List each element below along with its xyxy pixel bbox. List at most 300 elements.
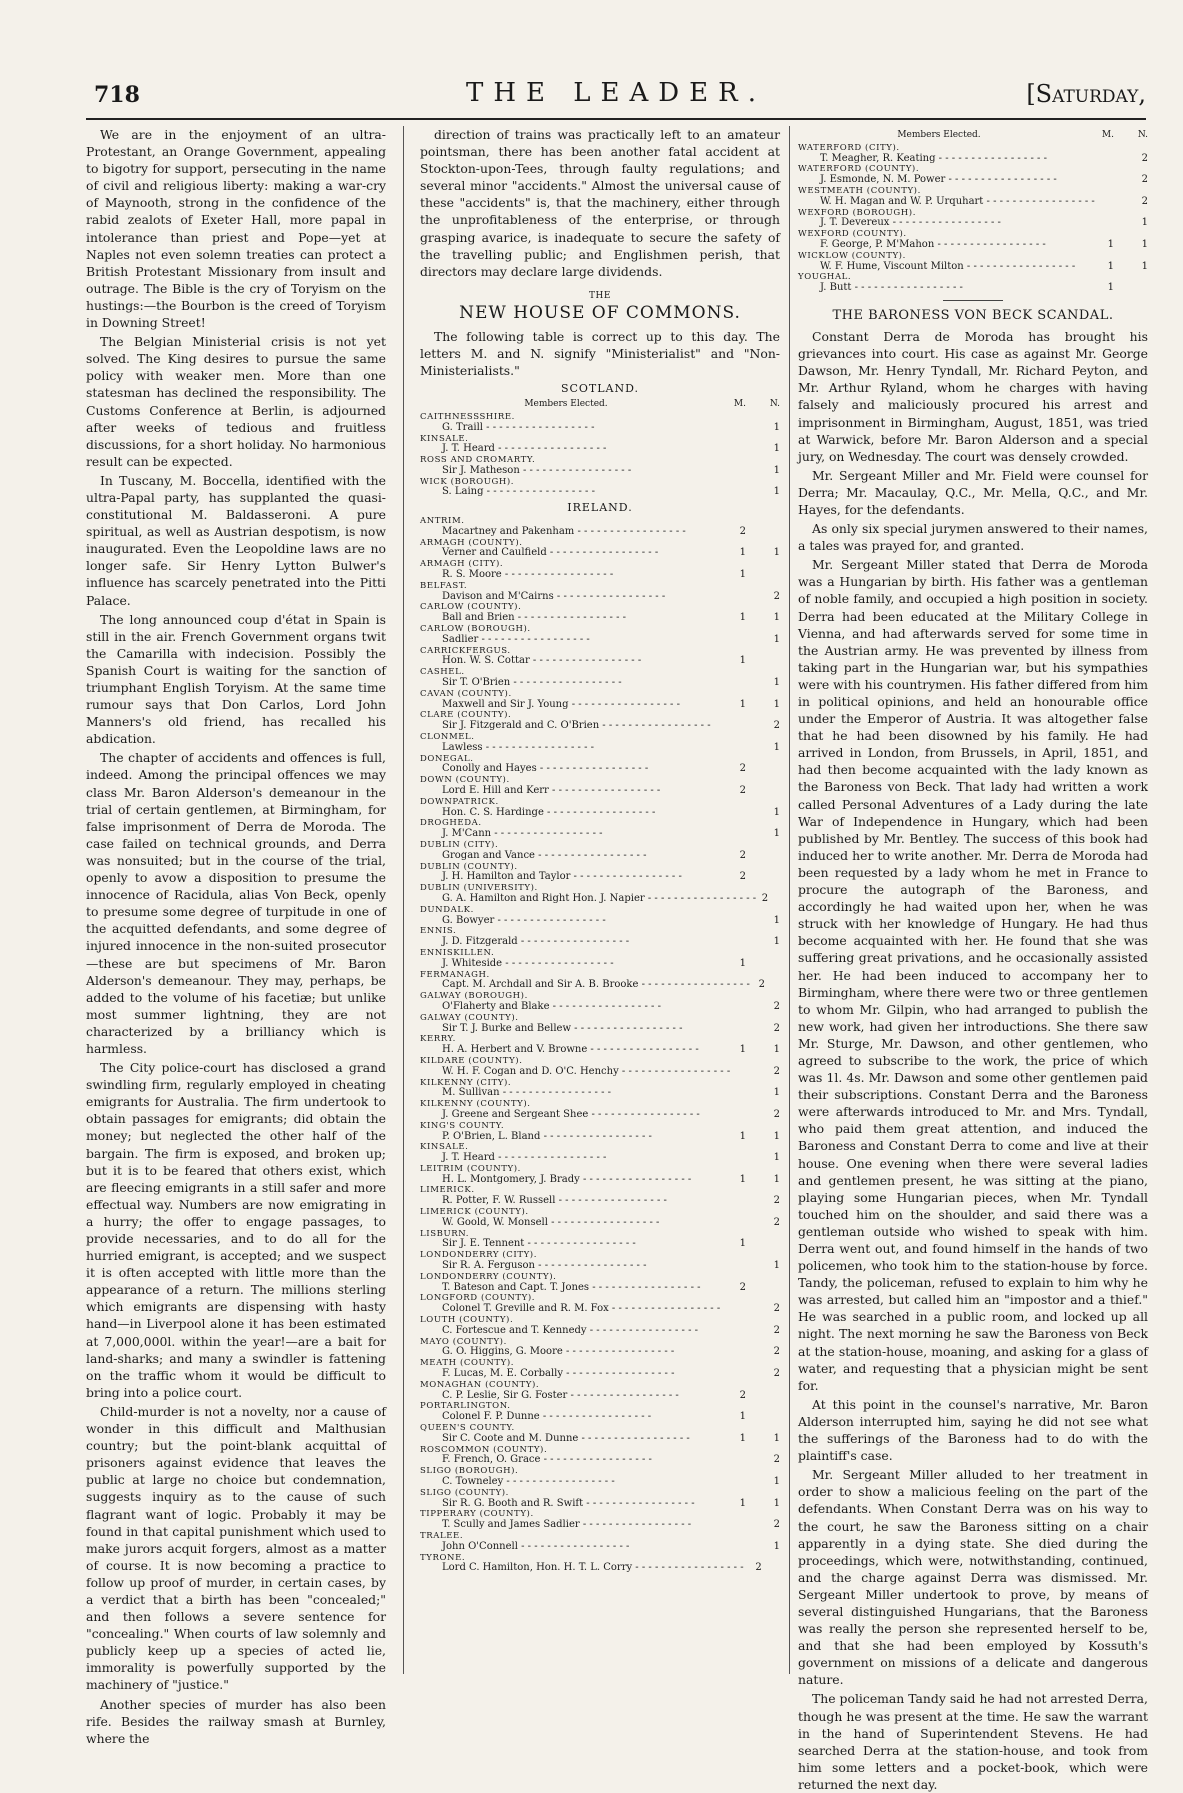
member-row <box>798 262 1148 273</box>
member-names: Davison and M'Cairns - - - - - - - - - - - - - - - - - <box>442 590 666 602</box>
ministerialist-count: 1 <box>739 1044 746 1056</box>
ministerialist-count <box>712 592 746 603</box>
non-ministerialist-count <box>746 1412 780 1423</box>
member-row <box>420 1563 780 1574</box>
constituency-name: LOUTH (COUNTY). <box>420 1315 514 1326</box>
member-row <box>420 786 780 797</box>
non-ministerialist-count: 2 <box>773 1065 780 1077</box>
constituency-name: CLONMEL. <box>420 732 475 743</box>
constituency-name: MONAGHAN (COUNTY). <box>420 1379 540 1390</box>
non-ministerialist-count: 2 <box>773 1216 780 1228</box>
constituency-name: DOWN (COUNTY). <box>420 775 510 786</box>
member-row <box>798 240 1148 251</box>
ministerialist-count <box>712 1542 746 1553</box>
non-ministerialist-count: 1 <box>773 1152 780 1164</box>
member-row <box>420 1391 780 1402</box>
ministerialist-count <box>712 444 746 455</box>
constituency-name: WICK (BOROUGH). <box>420 476 515 487</box>
member-names: J. Esmonde, N. M. Power - - - - - - - - - - - - - - - - - <box>820 174 1057 186</box>
section-ireland: IRELAND. <box>567 501 633 515</box>
paragraph: The City police-court has disclosed a grand swindling firm, regularly employed in cheating emigrants for Australia. The firm undertook to obtain passages for emigrants; did obtain the money; but neglected the other half of the bargain. The firm is exposed, and broken up; but it is to be feared that others exist, which are fleecing emigrants in a still safer and more effectual way. Numbers are now emigrating in a hurry; the offer to engage passages, to provide necessaries, and to do all for the hurried emigrant, is accepted; and we suspect it is often accepted with little more than the appearance of a return. The millions sterling which emigrants are dispensing with hasty hand—in Liverpool alone it has been estimated at 7,000,000l. within the year!—are a bait for land-sharks; and many a swindler is fattening on the traffic whom it would be difficult to bring into a police court. <box>86 1060 386 1400</box>
member-row <box>420 743 780 754</box>
member-names: H. A. Herbert and V. Browne - - - - - - - - - - - - - - - - - <box>442 1044 699 1056</box>
constituency-name: CLARE (COUNTY). <box>420 710 512 721</box>
member-names: H. L. Montgomery, J. Brady - - - - - - - - - - - - - - - - - <box>442 1173 692 1185</box>
constituency-name: CARRICKFERGUS. <box>420 645 511 656</box>
member-names: M. Sullivan - - - - - - - - - - - - - - - - - <box>442 1087 612 1099</box>
ministerialist-count <box>1080 154 1114 165</box>
ministerialist-count <box>1080 175 1114 186</box>
constituency-name: LONDONDERRY (CITY). <box>420 1250 538 1261</box>
member-row <box>420 764 780 775</box>
ministerialist-count: 2 <box>739 785 746 796</box>
member-names: J. D. Fitzgerald - - - - - - - - - - - - - - - - - <box>442 936 630 948</box>
scotland-rows <box>420 412 780 498</box>
table-intro: The following table is correct up to this day. The letters M. and N. signify "Ministerialist" and "Non-Ministerialists." <box>420 329 780 379</box>
divider <box>943 300 1003 301</box>
non-ministerialist-count: 1 <box>773 421 780 433</box>
non-ministerialist-count: 2 <box>1141 174 1148 186</box>
member-names: Sir R. A. Ferguson - - - - - - - - - - - - - - - - - <box>442 1260 647 1272</box>
member-names: R. Potter, F. W. Russell - - - - - - - - - - - - - - - - - <box>442 1195 667 1207</box>
constituency-name: WESTMEATH (COUNTY). <box>798 185 921 196</box>
member-names: W. F. Hume, Viscount Milton - - - - - - - - - - - - - - - - - <box>820 260 1076 272</box>
ministerialist-count: 1 <box>1107 260 1114 272</box>
non-ministerialist-count: 1 <box>773 1087 780 1099</box>
member-names: Sadlier - - - - - - - - - - - - - - - - - <box>442 633 590 645</box>
non-ministerialist-count: 1 <box>773 828 780 840</box>
constituency-name: ARMAGH (COUNTY). <box>420 537 523 548</box>
member-row <box>420 1261 780 1272</box>
member-row <box>420 980 780 991</box>
member-row <box>420 1283 780 1294</box>
member-names: O'Flaherty and Blake - - - - - - - - - - - - - - - - - <box>442 1000 661 1012</box>
member-names: J. Greene and Sergeant Shee - - - - - - - - - - - - - - - - - <box>442 1108 700 1120</box>
member-names: Macartney and Pakenham - - - - - - - - - - - - - - - - - <box>442 525 686 537</box>
member-row <box>420 635 780 646</box>
constituency-name: PORTARLINGTON. <box>420 1401 511 1412</box>
non-ministerialist-count: 2 <box>773 1303 780 1315</box>
member-row <box>420 1412 780 1423</box>
heading-new-house-of-commons: NEW HOUSE OF COMMONS. <box>459 302 741 323</box>
member-names: Hon. W. S. Cottar - - - - - - - - - - - - - - - - - <box>442 655 642 667</box>
paragraph: Mr. Sergeant Miller and Mr. Field were counsel for Derra; Mr. Macaulay, Q.C., Mr. Mella, Q.C., and Mr. Hayes, for the defendants. <box>798 467 1148 517</box>
member-row <box>420 1088 780 1099</box>
constituency-name: GALWAY (BOROUGH). <box>420 991 528 1002</box>
member-names: C. Towneley - - - - - - - - - - - - - - - - - <box>442 1476 615 1487</box>
heading-small: THE <box>589 290 611 301</box>
member-names: Sir R. G. Booth and R. Swift - - - - - - - - - - - - - - - - - <box>442 1497 695 1509</box>
column-2 <box>420 126 780 1674</box>
ministerialist-count: 1 <box>739 1432 746 1444</box>
paragraph: In Tuscany, M. Boccella, identified with the ultra-Papal party, has supplanted the quasi-constitutional M. Baldasseroni. A pure spiritual, as well as Austrian despotism, is now inaugurated. Even the Leopoldine laws are no longer safe. Sir Henry Lytton Bulwer's influence has scarcely penetrated into the Pitti Palace. <box>86 472 386 608</box>
member-row <box>420 1132 780 1143</box>
member-row <box>420 1520 780 1531</box>
non-ministerialist-count: 1 <box>773 677 780 689</box>
member-names: Conolly and Hayes - - - - - - - - - - - - - - - - - <box>442 763 649 775</box>
ministerialist-count: 1 <box>1107 238 1114 250</box>
ministerialist-count <box>730 1067 755 1078</box>
member-row <box>420 1175 780 1186</box>
constituency-name: MAYO (COUNTY). <box>420 1336 507 1347</box>
paragraph: direction of trains was practically left to an amateur pointsman, there has been another fatal accident at Stockton-upon-Tees, through faulty regulations; and several minor "accidents." Almost the universal cause of these "accidents" is, that the machinery, either through the unprofitableness of the enterprise, or through grasping avarice, is inadequate to secure the safety of the travelling public; and Englishmen perish, that directors may declare large dividends. <box>420 127 780 279</box>
paragraph: Child-murder is not a novelty, nor a cause of wonder in this difficult and Malthusian country; but the point-blank acquittal of prisoners against evidence that leaves the public at large no choice but condemnation, suggests inquiry as to the cause of such flagrant want of logic. Probably it may be found in that capital punishment which used to make jurors acquit forgers, almost as a matter of course. It is now becoming a practice to follow up proof of murder, in certain cases, by a verdict that a birth has been "concealed;" and then follows a severe sentence for "concealing." When courts of law solemnly and publicly keep up a species of acted lie, immorality is powerfully supported by the machinery of "justice." <box>86 1403 386 1693</box>
member-names: Capt. M. Archdall and Sir A. B. Brooke - - - - - - - - - - - - - - - - - <box>442 979 750 991</box>
member-names: G. O. Higgins, G. Moore - - - - - - - - - - - - - - - - - <box>442 1346 675 1358</box>
non-ministerialist-count <box>746 1283 780 1294</box>
paragraph: Mr. Sergeant Miller stated that Derra de Moroda was a Hungarian by birth. His father was a gentleman of noble family, and occupied a high position in society. Derra had been educated at the Military College in Vienna, and had afterwards served for some time in the Austrian army. He was prevented by illness from taking part in the Hungarian war, but his sympathies were with his countrymen. His father differed from him in political opinions, and held an honourable office under the Emperor of Austria. It was altogether false that he had been disowned by his family. He had arrived in London, from Brussels, in April, 1851, and had then become acquainted with the lady known as the Baroness von Beck. That lady had written a work called Personal Adventures of a Lady during the late War of Independence in Hungary, which had been published by Mr. Bentley. The success of this book had induced her to write another. Mr. Derra de Moroda had been requested by a lady whom he met in France to procure the autograph of the Baroness, and accordingly he had waited upon her, when he was struck with her knowledge of Hungary. He had thus become acquainted with her. He found that she was suffering great privations, and he occasionally assisted her. He had been induced to accompany her to Birmingham, where there were two or three gentlemen to whom Mr. Gilpin, who had arranged to publish the new work, had given her introductions. She there saw Mr. Sturge, Mr. Dawson, and other gentlemen, who agreed to subscribe to the work, the price of which was 1l. 4s. Mr. Dawson and some other gentlemen paid their subscriptions. Constant Derra and the Baroness were afterwards introduced to Mr. and Mrs. Tyndall, who paid them great attention, and induced the Baroness and Constant Derra to come and live at their house. One evening when there were several ladies and gentlemen present, he was sitting at the piano, playing some Hungarian pieces, when Mr. Tyndall touched him on the shoulder, and said there was a gentleman outside who wished to speak with him. Derra went out, and found himself in the hands of two policemen, who took him to the station-house by force. Tandy, the policeman, refused to explain to him why he was arrested, but called him an "impostor and a thief." He was searched in a public room, and locked up all night. The next morning he saw the Baroness von Beck at the station-house, moaning, and asking for a glass of water, and requesting that a physician might be sent for. <box>798 557 1148 1393</box>
column-rule <box>789 126 790 1674</box>
non-ministerialist-count <box>746 764 780 775</box>
member-names: Sir T. O'Brien - - - - - - - - - - - - - - - - - <box>442 677 622 689</box>
member-row <box>420 466 780 477</box>
ministerialist-count <box>712 808 746 819</box>
constituency-name: DUBLIN (UNIVERSITY). <box>420 883 538 894</box>
constituency-name: KINSALE. <box>420 1142 469 1153</box>
member-names: W. H. F. Cogan and D. O'C. Henchy - - - - - - - - - - - - - - - - - <box>442 1065 731 1077</box>
constituency-name: GALWAY (COUNTY). <box>420 1012 519 1023</box>
non-ministerialist-count <box>746 1239 780 1250</box>
member-names: Lord C. Hamilton, Hon. H. T. L. Corry - - - - - - - - - - - - - - - - - <box>442 1562 744 1574</box>
paragraph: The policeman Tandy said he had not arrested Derra, though he was present at the time. He saw the warrant in the hand of Superintendent Stevens. He had searched Derra at the station-house, and took from him some letters and a pocket-book, which were returned the next day. <box>798 1691 1148 1792</box>
member-row <box>420 1542 780 1553</box>
member-row <box>420 1347 780 1358</box>
column-1 <box>86 126 386 1746</box>
constituency-name: KINSALE. <box>420 433 469 444</box>
newspaper-title: THE LEADER. <box>466 78 766 108</box>
member-row <box>420 1045 780 1056</box>
non-ministerialist-count: 1 <box>773 1497 780 1509</box>
column-3 <box>798 126 1148 1792</box>
constituency-name: CAVAN (COUNTY). <box>420 688 512 699</box>
ministerialist-count <box>712 721 746 732</box>
member-row <box>420 851 780 862</box>
member-names: W. Goold, W. Monsell - - - - - - - - - - - - - - - - - <box>442 1216 660 1228</box>
ministerialist-count: 2 <box>739 1389 746 1401</box>
member-row <box>420 613 780 624</box>
non-ministerialist-count: 2 <box>773 1346 780 1358</box>
page-number: 718 <box>94 82 140 108</box>
paragraph: Another species of murder has also been rife. Besides the railway smash at Burnley, where the <box>86 1696 386 1746</box>
ministerialist-count: 2 <box>739 871 746 883</box>
continued-rows <box>798 143 1148 294</box>
member-row <box>420 423 780 434</box>
constituency-name: CASHEL. <box>420 667 465 678</box>
non-ministerialist-count <box>746 872 780 883</box>
constituency-name: TYRONE. <box>420 1552 466 1563</box>
non-ministerialist-count: 2 <box>773 720 780 732</box>
member-names: W. H. Magan and W. P. Urquhart - - - - - - - - - - - - - - - - - <box>820 195 1095 207</box>
header-m: M. <box>733 399 746 410</box>
header-n: N. <box>769 399 780 410</box>
member-names: Maxwell and Sir J. Young - - - - - - - - - - - - - - - - - <box>442 698 680 710</box>
ministerialist-count <box>712 1326 746 1337</box>
constituency-name: WEXFORD (COUNTY). <box>798 229 907 240</box>
non-ministerialist-count: 1 <box>773 1173 780 1185</box>
header-n: N. <box>1137 130 1148 140</box>
member-row <box>420 1024 780 1035</box>
table-header <box>798 130 1148 141</box>
constituency-name: DUBLIN (COUNTY). <box>420 861 518 872</box>
constituency-name: KILKENNY (COUNTY). <box>420 1099 531 1110</box>
ministerialist-count <box>712 1455 746 1466</box>
paragraph: The long announced coup d'état in Spain is still in the air. French Government organs twit the Camarilla with indecision. Possibly the Spanish Court is waiting for the sanction of triumphant English Toryism. At the same time rumour says that Don Carlos, Lord John Manners's old friend, has recalled his abdication. <box>86 611 386 747</box>
ministerialist-count <box>712 466 746 477</box>
constituency-name: WEXFORD (BOROUGH). <box>798 207 917 218</box>
constituency-name: LIMERICK. <box>420 1185 475 1196</box>
member-names: Sir J. E. Tennent - - - - - - - - - - - - - - - - - <box>442 1238 636 1250</box>
non-ministerialist-count: 2 <box>773 1368 780 1380</box>
non-ministerialist-count <box>765 980 780 991</box>
ministerialist-count <box>712 423 746 434</box>
ministerialist-count: 1 <box>1107 282 1114 294</box>
ministerialist-count: 2 <box>739 1281 746 1293</box>
constituency-name: WATERFORD (CITY). <box>798 142 900 153</box>
member-row <box>798 175 1148 186</box>
member-row <box>420 872 780 883</box>
non-ministerialist-count <box>746 851 780 862</box>
ministerialist-count: 1 <box>739 612 746 624</box>
constituency-name: TRALEE. <box>420 1530 464 1541</box>
ministerialist-count: 1 <box>739 547 746 559</box>
member-row <box>420 1477 780 1488</box>
column-rule <box>403 126 404 1674</box>
non-ministerialist-count: 2 <box>773 1108 780 1120</box>
ministerialist-count <box>712 937 746 948</box>
member-names: G. A. Hamilton and Right Hon. J. Napier - - - - - - - - - - - - - - - - - <box>442 892 757 904</box>
member-row <box>420 487 780 498</box>
member-names: J. M'Cann - - - - - - - - - - - - - - - - - <box>442 828 603 840</box>
member-row <box>420 527 780 538</box>
member-names: Verner and Caulfield - - - - - - - - - - - - - - - - - <box>442 547 659 559</box>
member-names: Colonel F. P. Dunne - - - - - - - - - - - - - - - - - <box>442 1411 652 1423</box>
member-row <box>420 808 780 819</box>
member-row <box>420 916 780 927</box>
ministerialist-count <box>712 678 746 689</box>
ministerialist-count <box>712 635 746 646</box>
member-names: J. Whiteside - - - - - - - - - - - - - - - - - <box>442 957 614 969</box>
paragraph: At this point in the counsel's narrative, Mr. Baron Alderson interrupted him, saying he did not see what the sufferings of the Baroness had to do with the plaintiff's case. <box>798 1396 1148 1464</box>
member-row <box>420 592 780 603</box>
member-row <box>420 1499 780 1510</box>
constituency-name: DUBLIN (CITY). <box>420 839 499 850</box>
non-ministerialist-count: 2 <box>773 1519 780 1531</box>
constituency-name: WICKLOW (COUNTY). <box>798 250 906 261</box>
paragraph: The Belgian Ministerial crisis is not yet solved. The King desires to pursue the same policy with weaker men. More than one statesman has declined the responsibility. The Customs Conference at Berlin, is adjourned after weeks of tedious and fruitless discussions, for a short holiday. No harmonious result can be expected. <box>86 334 386 469</box>
non-ministerialist-count: 1 <box>773 612 780 624</box>
constituency-name: LEITRIM (COUNTY). <box>420 1163 521 1174</box>
ministerialist-count: 1 <box>739 1238 746 1250</box>
member-row <box>420 656 780 667</box>
member-names: S. Laing - - - - - - - - - - - - - - - - - <box>442 486 595 498</box>
constituency-name: FERMANAGH. <box>420 969 490 980</box>
non-ministerialist-count: 1 <box>773 1260 780 1272</box>
member-names: T. Bateson and Capt. T. Jones - - - - - - - - - - - - - - - - - <box>442 1281 701 1293</box>
paragraph: The chapter of accidents and offences is full, indeed. Among the principal offences we may class Mr. Baron Alderson's demeanour in the trial of certain gentlemen, at Birmingham, for false imprisonment of Derra de Moroda. The case failed on technical grounds, and Derra was nonsuited; but in the course of the trial, openly to avow a disposition to presume the innocence of Racidula, alias Von Beck, openly to presume some degree of turpitude in one of the acquitted defendants, and some degree of injured innocence in the non-suited prosecutor—these are but specimens of Mr. Baron Alderson's demeanour. They may, perhaps, be added to the volume of his facetiæ; but unlike most summer lightning, they are not characterized by a brilliancy which is harmless. <box>86 750 386 1056</box>
member-names: F. French, O. Grace - - - - - - - - - - - - - - - - - <box>442 1454 652 1466</box>
non-ministerialist-count: 1 <box>773 486 780 498</box>
member-row <box>420 1218 780 1229</box>
constituency-name: ENNISKILLEN. <box>420 947 495 958</box>
ministerialist-count <box>1095 197 1122 208</box>
table-header <box>420 399 780 410</box>
constituency-name: DROGHEDA. <box>420 818 482 829</box>
non-ministerialist-count: 1 <box>773 1044 780 1056</box>
constituency-name: KILKENNY (CITY). <box>420 1077 512 1088</box>
ministerialist-count <box>720 1304 750 1315</box>
ministerialist-count: 2 <box>739 763 746 775</box>
non-ministerialist-count: 1 <box>773 547 780 559</box>
ministerialist-count <box>712 487 746 498</box>
non-ministerialist-count: 1 <box>1141 238 1148 250</box>
constituency-name: KING'S COUNTY. <box>420 1120 505 1131</box>
non-ministerialist-count: 2 <box>1141 152 1148 164</box>
ministerialist-count: 1 <box>739 655 746 667</box>
constituency-name: CARLOW (BOROUGH). <box>420 624 531 635</box>
ministerialist-count <box>712 1218 746 1229</box>
constituency-name: QUEEN'S COUNTY. <box>420 1423 515 1434</box>
member-row <box>798 154 1148 165</box>
ministerialist-count: 2 <box>761 892 769 904</box>
ministerialist-count: 2 <box>739 525 746 537</box>
member-row <box>420 1153 780 1164</box>
member-names: C. Fortescue and T. Kennedy - - - - - - - - - - - - - - - - - <box>442 1324 699 1336</box>
non-ministerialist-count <box>762 1563 780 1574</box>
ministerialist-count <box>712 916 746 927</box>
constituency-name: TIPPERARY (COUNTY). <box>420 1509 534 1520</box>
member-names: Lord E. Hill and Kerr - - - - - - - - - - - - - - - - - <box>442 785 661 796</box>
election-table-continued <box>798 130 1148 294</box>
constituency-name: LONGFORD (COUNTY). <box>420 1293 536 1304</box>
member-names: G. Bowyer - - - - - - - - - - - - - - - - - <box>442 914 606 926</box>
header-members: Members Elected. <box>524 399 608 410</box>
ministerialist-count <box>712 1002 746 1013</box>
ministerialist-count: 1 <box>739 1411 746 1423</box>
member-names: Sir T. J. Burke and Bellew - - - - - - - - - - - - - - - - - <box>442 1022 683 1034</box>
constituency-name: CAITHNESSSHIRE. <box>420 411 515 422</box>
non-ministerialist-count: 1 <box>773 633 780 645</box>
non-ministerialist-count: 1 <box>773 741 780 753</box>
non-ministerialist-count: 1 <box>773 914 780 926</box>
non-ministerialist-count: 1 <box>773 443 780 455</box>
member-names: John O'Connell - - - - - - - - - - - - - - - - - <box>442 1540 630 1552</box>
constituency-name: KERRY. <box>420 1034 456 1045</box>
constituency-name: CARLOW (COUNTY). <box>420 602 522 613</box>
constituency-name: DOWNPATRICK. <box>420 796 499 807</box>
paragraph: Mr. Sergeant Miller alluded to her treatment in order to show a malicious feeling on the part of the defendants. When Constant Derra was on his way to the court, he saw the Baroness sitting on a chair apparently in a dying state. She died during the proceedings, which were, notwithstanding, continued, and the charge against Derra was dismissed. Mr. Sergeant Miller undertook to prove, by means of several distinguished Hungarians, that the Baroness was really the person she represented herself to be, and that she had been employed by Kossuth's government on missions of a delicate and dangerous nature. <box>798 1467 1148 1688</box>
constituency-name: SLIGO (BOROUGH). <box>420 1466 519 1477</box>
constituency-name: LONDONDERRY (COUNTY). <box>420 1271 557 1282</box>
ministerialist-count <box>712 1261 746 1272</box>
non-ministerialist-count: 1 <box>1141 217 1148 229</box>
member-row <box>420 678 780 689</box>
member-names: Colonel T. Greville and R. M. Fox - - - - - - - - - - - - - - - - - <box>442 1303 721 1315</box>
header-members: Members Elected. <box>897 130 981 140</box>
member-names: G. Traill - - - - - - - - - - - - - - - - - <box>442 421 595 433</box>
member-names: Hon. C. S. Hardinge - - - - - - - - - - - - - - - - - <box>442 806 656 818</box>
issue-day: [Saturday, <box>1026 80 1146 108</box>
member-row <box>420 1455 780 1466</box>
member-row <box>420 570 780 581</box>
constituency-name: ROSCOMMON (COUNTY). <box>420 1444 548 1455</box>
constituency-name: SLIGO (COUNTY). <box>420 1487 509 1498</box>
member-row <box>420 548 780 559</box>
member-row <box>420 1002 780 1013</box>
member-row <box>420 1067 780 1078</box>
member-row <box>798 197 1148 208</box>
member-names: Sir J. Matheson - - - - - - - - - - - - - - - - - <box>442 464 632 476</box>
non-ministerialist-count <box>746 786 780 797</box>
member-names: F. George, P. M'Mahon - - - - - - - - - - - - - - - - - <box>820 238 1046 250</box>
member-names: Lawless - - - - - - - - - - - - - - - - - <box>442 741 595 753</box>
member-names: C. P. Leslie, Sir G. Foster - - - - - - - - - - - - - - - - - <box>442 1389 679 1401</box>
non-ministerialist-count <box>1114 283 1148 294</box>
non-ministerialist-count <box>768 894 780 905</box>
member-row <box>420 894 780 905</box>
member-names: F. Lucas, M. E. Corbally - - - - - - - - - - - - - - - - - <box>442 1368 675 1380</box>
member-names: R. S. Moore - - - - - - - - - - - - - - - - - <box>442 569 614 581</box>
member-names: J. Butt - - - - - - - - - - - - - - - - - <box>820 282 963 294</box>
ministerialist-count <box>712 1347 746 1358</box>
member-row <box>420 444 780 455</box>
member-names: T. Meagher, R. Keating - - - - - - - - - - - - - - - - - <box>820 152 1047 164</box>
member-names: Ball and Brien - - - - - - - - - - - - - - - - - <box>442 612 627 624</box>
non-ministerialist-count: 1 <box>1141 260 1148 272</box>
member-names: P. O'Brien, L. Bland - - - - - - - - - - - - - - - - - <box>442 1130 652 1142</box>
constituency-name: MEATH (COUNTY). <box>420 1358 515 1369</box>
constituency-name: ARMAGH (CITY). <box>420 559 504 570</box>
ministerialist-count <box>712 1520 746 1531</box>
non-ministerialist-count: 2 <box>773 1195 780 1207</box>
member-row <box>420 937 780 948</box>
election-table <box>420 384 780 1574</box>
ministerialist-count <box>712 1477 746 1488</box>
ministerialist-count <box>712 1369 746 1380</box>
non-ministerialist-count: 1 <box>773 698 780 710</box>
paragraph: We are in the enjoyment of an ultra-Protestant, an Orange Government, appealing to bigotry for support, persecuting in the name of civil and religious liberty: making a war-cry of Maynooth, strong in the confidence of the rabid zealots of Exeter Hall, more papal in intolerance than priest and Pope—yet at Naples not even solemn treaties can protect a British Protestant Missionary from insult and outrage. The Bible is the cry of Toryism on the hustings:—the Bourbon is the creed of Toryism in Downing Street! <box>86 127 386 331</box>
non-ministerialist-count <box>746 959 780 970</box>
member-row <box>798 218 1148 229</box>
constituency-name: YOUGHAL. <box>798 272 852 283</box>
masthead <box>86 78 1146 120</box>
member-row <box>420 959 780 970</box>
non-ministerialist-count: 2 <box>773 1000 780 1012</box>
heading-von-beck-scandal: THE BARONESS VON BECK SCANDAL. <box>832 307 1114 323</box>
constituency-name: BELFAST. <box>420 580 468 591</box>
member-row <box>420 1369 780 1380</box>
constituency-name: LISBURN. <box>420 1228 470 1239</box>
ministerialist-count <box>1080 218 1114 229</box>
member-row <box>420 1434 780 1445</box>
non-ministerialist-count <box>746 570 780 581</box>
header-m: M. <box>1101 130 1114 140</box>
non-ministerialist-count: 1 <box>773 1432 780 1444</box>
non-ministerialist-count <box>746 527 780 538</box>
non-ministerialist-count: 2 <box>773 1022 780 1034</box>
member-names: Sir J. Fitzgerald and C. O'Brien - - - - - - - - - - - - - - - - - <box>442 720 711 732</box>
constituency-name: WATERFORD (COUNTY). <box>798 164 920 175</box>
member-names: J. T. Heard - - - - - - - - - - - - - - - - - <box>442 1152 607 1164</box>
paragraph: Constant Derra de Moroda has brought his grievances into court. His case as against Mr. George Dawson, Mr. Henry Tyndall, Mr. Richard Peyton, and Mr. Arthur Ryland, whom he charges with having falsely and maliciously procured his arrest and imprisonment in Birmingham, August, 1851, was tried at Warwick, before Mr. Baron Alderson and a special jury, on Wednesday. The court was densely crowded. <box>798 329 1148 464</box>
member-names: J. H. Hamilton and Taylor - - - - - - - - - - - - - - - - - <box>442 871 682 883</box>
non-ministerialist-count: 2 <box>773 1324 780 1336</box>
constituency-name: DUNDALK. <box>420 904 474 915</box>
non-ministerialist-count: 1 <box>773 1540 780 1552</box>
member-names: J. T. Devereux - - - - - - - - - - - - - - - - - <box>820 217 1001 229</box>
member-row <box>420 1239 780 1250</box>
paragraph: As only six special jurymen answered to their names, a tales was prayed for, and granted. <box>798 521 1148 554</box>
ministerialist-count: 1 <box>739 1130 746 1142</box>
